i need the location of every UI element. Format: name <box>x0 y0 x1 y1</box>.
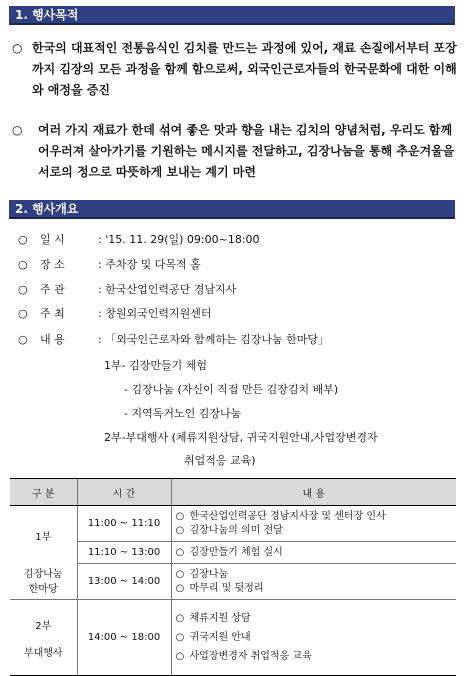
purpose-text-2: 여러 가지 재료가 한데 섞여 좋은 맛과 향을 내는 김치의 양념처럼, 우리도 함께 어우러져 살아가기를 기원하는 메시지를 전달하고, 김장나눔을 통해 추운겨울을 서로의 정으로 따뜻하게 보내는 계기 마련 <box>38 123 455 179</box>
overview-value: : 「외국인근로자와 함께하는 김장나눔 한마당」 <box>98 333 329 346</box>
table-row <box>10 506 456 542</box>
detail-part2-cont: 취업적응 교육) <box>184 454 256 467</box>
overview-value: : 주차장 및 다목적 홀 <box>98 258 201 271</box>
time-cell: 13:00 ~ 14:00 <box>77 564 171 600</box>
detail-part1: 1부- 김장만들기 체험 <box>104 359 207 372</box>
circle-bullet-icon: ○ <box>12 123 23 137</box>
content-cell <box>171 564 456 600</box>
section2-header: 2. 행사개요 <box>9 200 455 219</box>
list-item: ○ 체류지원 상담 <box>175 613 251 624</box>
overview-key: 주 관 <box>40 283 65 296</box>
circle-bullet-icon: ○ <box>18 233 28 246</box>
circle-bullet-icon: ○ <box>18 258 28 271</box>
part1-name-2: 한마당 <box>28 584 58 595</box>
table-header-row <box>10 479 456 506</box>
overview-key: 주 최 <box>40 307 65 320</box>
purpose-item-2 <box>12 120 457 183</box>
part2-cell <box>10 600 77 676</box>
table-row <box>10 542 456 564</box>
overview-key: 내 용 <box>40 333 65 346</box>
part2-label: 2부 <box>35 620 52 632</box>
table-row <box>10 600 456 676</box>
overview-value: : 창원외국인력지원센터 <box>98 307 212 320</box>
overview-key: 일 시 <box>40 233 65 246</box>
time-cell: 11:00 ~ 11:10 <box>77 506 171 542</box>
detail-kimchi-sharing: - 김장나눔 (자신이 직접 만든 김장김치 배부) <box>124 383 339 396</box>
part2-name: 부대행사 <box>23 647 63 659</box>
content-cell <box>171 542 456 564</box>
header-time: 시 간 <box>77 479 171 506</box>
detail-elderly-sharing: - 지역독거노인 김장나눔 <box>124 407 242 420</box>
list-item: ○ 한국산업인력공단 경남지사장 및 센터장 인사 <box>175 510 386 522</box>
purpose-text-1: 한국의 대표적인 전통음식인 김치를 만드는 과정에 있어, 재료 손질에서부터 포장까지 김장의 모든 과정을 함께 함으로써, 외국인근로자들의 한국문화에 대한 이해와 애정을 증진 <box>32 41 457 97</box>
overview-row-organizer <box>18 283 236 297</box>
time-cell: 14:00 ~ 18:00 <box>77 600 171 676</box>
detail-part2: 2부-부대행사 (체류지원상담, 귀국지원안내,사업장변경자 <box>104 431 378 444</box>
section1-header: 1. 행사목적 <box>9 6 455 25</box>
circle-bullet-icon: ○ <box>18 333 28 346</box>
list-item: ○ 마무리 및 뒷정리 <box>175 582 264 594</box>
overview-row-content <box>18 333 329 347</box>
circle-bullet-icon: ○ <box>18 283 28 296</box>
list-item: ○ 김장나눔 <box>175 568 229 580</box>
content-cell <box>171 506 456 542</box>
overview-row-place <box>18 258 201 272</box>
time-cell: 11:10 ~ 13:00 <box>77 542 171 564</box>
circle-bullet-icon: ○ <box>12 41 23 55</box>
overview-key: 장 소 <box>40 258 65 271</box>
overview-row-host <box>18 307 211 321</box>
list-item: ○ 김장나눔의 의미 전달 <box>175 524 283 536</box>
table-row <box>10 564 456 600</box>
list-item: ○ 사업장변경자 취업적응 교육 <box>175 651 312 662</box>
overview-value: : '15. 11. 29(일) 09:00~18:00 <box>98 233 260 246</box>
header-category: 구 분 <box>10 479 77 506</box>
part1-label: 1부 <box>35 532 52 543</box>
schedule-table <box>10 478 456 676</box>
purpose-item-1 <box>12 38 457 101</box>
header-content: 내 용 <box>171 479 456 506</box>
list-item: ○ 김장만들기 체험 실시 <box>175 546 283 558</box>
part1-cell <box>10 506 77 600</box>
overview-row-date <box>18 233 260 247</box>
circle-bullet-icon: ○ <box>18 307 28 320</box>
list-item: ○ 귀국지원 안내 <box>175 632 251 643</box>
part1-name: 김장나눔 <box>23 569 63 580</box>
overview-value: : 한국산업인력공단 경남지사 <box>98 283 237 296</box>
content-cell <box>171 600 456 676</box>
